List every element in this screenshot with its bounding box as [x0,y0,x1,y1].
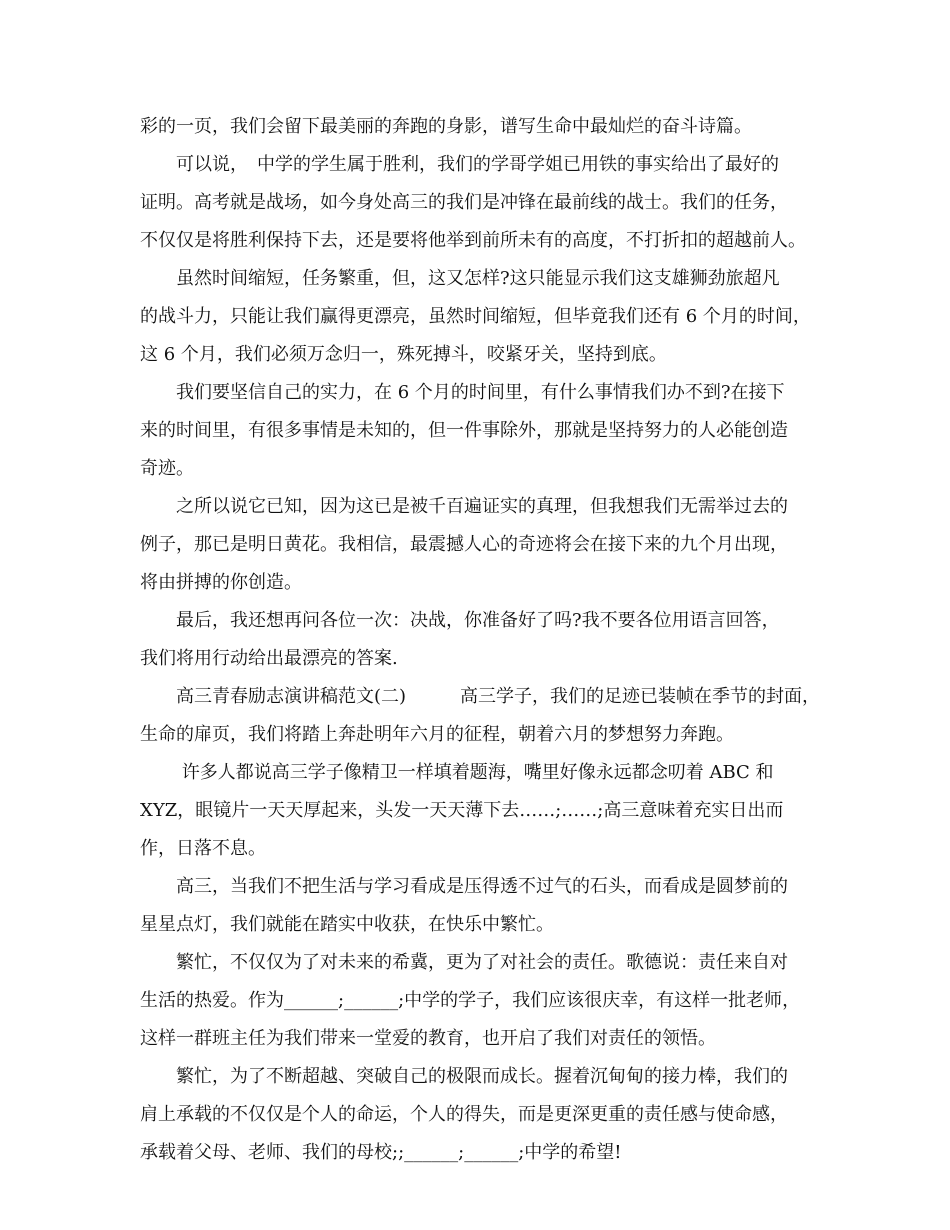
text-line: 我们要坚信自己的实力，在 6 个月的时间里，有什么事情我们办不到?在接下 [140,382,785,403]
text-line: 虽然时间缩短，任务繁重，但，这又怎样?这只能显示我们这支雄狮劲旅超凡 [140,268,780,289]
text-line: 星星点灯，我们就能在踏实中收获，在快乐中繁忙。 [140,914,554,935]
text-line: 彩的一页，我们会留下最美丽的奔跑的身影，谱写生命中最灿烂的奋斗诗篇。 [140,116,752,137]
text-line: 承载着父母、老师、我们的母校;;______;______;中学的希望! [140,1142,622,1163]
text-line: 奇迹。 [140,458,194,479]
text-line: 可以说， 中学的学生属于胜利，我们的学哥学姐已用铁的事实给出了最好的 [140,154,779,175]
text-line: 高三，当我们不把生活与学习看成是压得透不过气的石头，而看成是圆梦前的 [140,876,788,897]
text-line: 作，日落不息。 [140,838,266,859]
text-line: 这 6 个月，我们必须万念归一，殊死搏斗，咬紧牙关，坚持到底。 [140,344,667,365]
text-line: 证明。高考就是战场，如今身处高三的我们是冲锋在最前线的战士。我们的任务， [140,192,788,213]
text-line: 肩上承载的不仅仅是个人的命运，个人的得失，而是更深更重的责任感与使命感， [140,1104,788,1125]
text-line: 繁忙，为了不断超越、突破自己的极限而成长。握着沉甸甸的接力棒，我们的 [140,1066,788,1087]
text-line: 之所以说它已知，因为这已是被千百遍证实的真理，但我想我们无需举过去的 [140,496,788,517]
text-line: 许多人都说高三学子像精卫一样填着题海，嘴里好像永远都念叨着 ABC 和 [140,762,774,783]
text-line: 生活的热爱。作为______;______;中学的学子，我们应该很庆幸，有这样一批老师， [140,990,801,1011]
text-line: 高三青春励志演讲稿范文(二) 高三学子，我们的足迹已装帧在季节的封面， [140,686,821,707]
text-line: 的战斗力，只能让我们赢得更漂亮，虽然时间缩短，但毕竟我们还有 6 个月的时间， [140,306,811,327]
text-line: 例子，那已是明日黄花。我相信，最震撼人心的奇迹将会在接下来的九个月出现， [140,534,788,555]
text-line: 生命的扉页，我们将踏上奔赴明年六月的征程，朝着六月的梦想努力奔跑。 [140,724,734,745]
text-line: 不仅仅是将胜利保持下去，还是要将他举到前所未有的高度，不打折扣的超越前人。 [140,230,806,251]
text-line: 最后，我还想再问各位一次：决战，你准备好了吗?我不要各位用语言回答， [140,610,780,631]
text-line: 来的时间里，有很多事情是未知的，但一件事除外，那就是坚持努力的人必能创造 [140,420,788,441]
text-line: 将由拼搏的你创造。 [140,572,302,593]
text-line: XYZ，眼镜片一天天厚起来，头发一天天薄下去……;……;高三意味着充实日出而 [140,800,784,821]
text-line: 繁忙，不仅仅为了对未来的希冀，更为了对社会的责任。歌德说：责任来自对 [140,952,788,973]
text-line: 这样一群班主任为我们带来一堂爱的教育，也开启了我们对责任的领悟。 [140,1028,716,1049]
text-line: 我们将用行动给出最漂亮的答案. [140,648,398,669]
